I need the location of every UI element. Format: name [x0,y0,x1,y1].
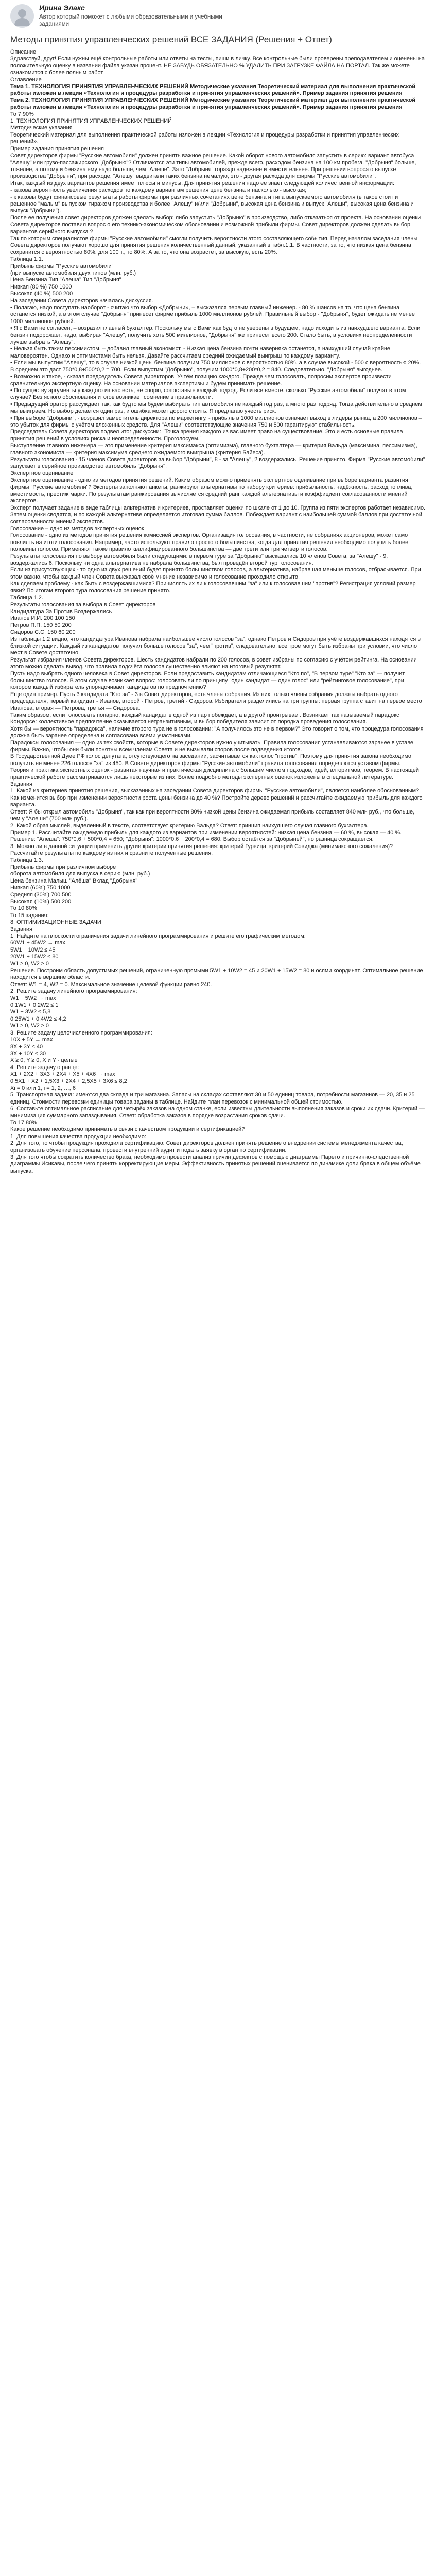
document-paragraph: Тема 1. ТЕХНОЛОГИЯ ПРИНЯТИЯ УПРАВЛЕНЧЕСКИХ РЕШЕНИЙ Методические указания Теоретический материал для выполнения практической работы изложен в лекции «Технология и процедуры разработки и принятия управленческих решений». Пример задания принятия решения [10,83,417,97]
document-paragraph: Xi = 0 или 1, i = 1, 2, …, 6 [10,1084,76,1091]
document-paragraph: Теория и практика экспертных оценок - развитая научная и практическая дисциплина с большим числом подходов, идей, алгоритмов, теорем. В настоящей практической работе рассматриваются лишь некоторые из них. Более подробно методы экспертных оценок изложены в специальной литературе. [10,767,421,781]
document-paragraph: X ≥ 0, Y ≥ 0, X и Y - целые [10,1057,78,1064]
document-paragraph: Высокая (40 %) 500 200 [10,291,73,297]
document-paragraph: То 10 80% [10,905,37,912]
document-paragraph: Хотя бы — вероятность "парадокса", наличие второго тура не в голосовании: "А получилось это не в первом?" Это говорит о том, что процедура голосования должна быть заранее определена и согласована всеми участниками. [10,725,425,739]
document-paragraph: 1. ТЕХНОЛОГИЯ ПРИНЯТИЯ УПРАВЛЕНЧЕСКИХ РЕШЕНИЙ [10,118,172,125]
document-paragraph: Здравствуй, друг! Если нужны ещё контрольные работы или ответы на тесты, пиши в личку. Все контрольные были проверены преподавателем и оценены на положительную оценку в названии файла указан процент. НЕ ЗАБУДЬ ОБЯЗАТЕЛЬНО % УДАЛИТЬ ПРИ ЗАГРУЗКЕ ФАЙЛА НА ПОРТАЛ. Так же можете ознакомится с более полным работ [10,56,426,76]
document-paragraph: Тема 2. ТЕХНОЛОГИЯ ПРИНЯТИЯ УПРАВЛЕНЧЕСКИХ РЕШЕНИЙ Методические указания Теоретический материал для выполнения практической работы изложен в лекции «Технология и процедуры разработки и принятия управленческих решений». Пример задания принятия решения [10,97,417,111]
document-paragraph: Петров П.П. 150 50 200 [10,622,72,629]
document-paragraph: W1 + 3W2 ≤ 5,8 [10,1009,51,1015]
document-paragraph: - какова вероятность увеличения расходов по каждому вариантам решения цене бензина и насколько - высокая; [10,187,307,194]
document-paragraph: Решение. Построим область допустимых решений, ограниченную прямыми 5W1 + 10W2 = 45 и 20W1 + 15W2 = 80 и осями координат. Оптимальное решение находится в вершине области. [10,968,425,981]
document-paragraph: Теоретический материал для выполнения практической работы изложен в лекции «Технология и процедуры разработки и принятия управленческих решений». [10,131,401,145]
document-paragraph: Иванов И.И. 200 100 150 [10,615,75,622]
document-paragraph: Какое решение необходимо принимать в связи с качеством продукции и сертификацией? [10,1126,245,1133]
document-paragraph: 5W1 + 10W2 ≤ 45 [10,946,56,953]
document-paragraph: Прибыль фирмы при различном выборе [10,863,116,870]
document-paragraph: Оглавление [10,76,42,83]
document-paragraph: 8. ОПТИМИЗАЦИОННЫЕ ЗАДАЧИ [10,919,101,926]
document-paragraph: • Если мы выпустим "Алешу", то в случае низкой цены бензина получим 750 миллионов с вероятностью 80%, а в случае высокой - 500 с вероятностью 20%. В среднем это даст 750*0,8+500*0,2 = 700. Если выпустим "Добрыню", получим 1000*0,8+200*0,2 = 840. Следовательно, "Добрыня" выгоднее. [10,360,423,373]
document-paragraph: 10X + 5Y → max [10,1037,53,1043]
document-paragraph: 2. Для того, то чтобы продукция проходила сертификацию: Совет директоров должен принять решение о внедрении системы менеджмента качества, организовать обучение персонала, провести внутренний аудит и подать заявку в орган по сертификации. [10,1140,405,1154]
document-paragraph: Высокая (10%) 500 200 [10,898,72,905]
document-paragraph: Выступление главного инженера — это применение критерия максимакса (оптимизма), главного бухгалтера — критерия Вальда (максимина, пессимизма), главного экономиста — критерия максимума среднего ожидаемого выигрыша (критерия Байеса). [10,443,419,456]
document-paragraph: • Предыдущий оратор рассуждает так, как будто мы будем выбирать тип автомобиля не каждый год раз, а много раз подряд. Тогда действительно в среднем мы выиграем. Но выбор делается один раз, и ошибка может дорого стоить. Я предлагаю учесть риск. [10,401,424,415]
document-paragraph: Пусть надо выбрать одного человека в Совет директоров. Если предоставить кандидатам отличающиеся "Кто по", "В первом туре" "Кто за" — получит большинство голосов. В этом случае возникает вопрос: голосовать ли по принципу "один кандидат — один голос" или "рейтинговое голосование", при котором каждый избиратель упорядочивает кандидатов по предпочтению? [10,670,407,691]
document-paragraph: 1. Для повышения качества продукции необходимо: [10,1133,146,1140]
document-paragraph: • Полагаю, надо поступать наоборот - считаю что выбор «Добрыни», – высказался первым главный инженер. - 80 % шансов на то, что цена бензина останется низкой, а в этом случае "Добрыня" принесет фирме прибыль 1000 миллионов рублей. Правильный выбор - "Добрыня", будет ожидать не менее 1000 миллионов рублей. [10,304,416,325]
document-paragraph: То 17 80% [10,1119,37,1126]
document-paragraph: Голосование - одно из методов принятия решения комиссией экспертов. Организация голосования, в частности, не собраниях акционеров, может само повлиять на итоги голосования. Например, часто используют правило простого большинства, когда для принятия решения необходимо получить более половины голосов. Применяют также правило квалифицированного большинства — две трети или три четверти голосов. [10,532,410,553]
document-paragraph: Цена бензина Малыш "Алёша" Вклад "Добрыня" [10,877,138,884]
document-paragraph: 0,25W1 + 0,4W2 ≤ 4,2 [10,1015,66,1022]
document-paragraph: Пример задания принятия решения [10,145,104,152]
document-paragraph: Экспертное оценивание - одно из методов принятия решений. Каким образом можно применять экспертное оценивание при выборе варианта развития фирмы "Русские автомобили"? Эксперты заполняют анкеты, ранжируют альтернативы по набору критериев: прибыльность, надёжность, расход топлива, вместимость, престиж марки. По результатам ранжирования вычисляется средний ранг каждой альтернативы и коэффициент согласованности мнений экспертов. [10,477,414,504]
document-paragraph: В Государственной Думе РФ голос депутата, отсутствующего на заседании, засчитывается как голос "против". Поэтому для принятия закона необходимо получить не менее 226 голосов "за" из 450. В Совете директоров фирмы "Русские автомобили" правила голосования определяются уставом фирмы. [10,753,413,767]
document-paragraph: 2. Какой образ мыслей, выделенный в тексте, соответствует критерию Вальда? Ответ: принцип наихудшего случая главного бухгалтера. [10,822,369,829]
document-paragraph: 60W1 + 45W2 → max [10,940,65,946]
document-paragraph: 3X + 10Y ≤ 30 [10,1050,46,1057]
document-paragraph: Низкая (60%) 750 1000 [10,885,71,891]
document-paragraph: На заседании Совета директоров началась дискуссия. [10,297,153,304]
document-paragraph: 8X + 3Y ≤ 40 [10,1043,43,1050]
document-paragraph: Задания [10,926,33,933]
document-paragraph: Итак, каждый из двух вариантов решения имеет плюсы и минусы. Для принятия решения надо ее знает следующей количественной информации: [10,180,395,187]
document-paragraph: Цена Бензина Тип "Алеша" Тип "Добрыня" [10,277,121,283]
document-paragraph: Если из присутствующих - то одно из двух решений будет принято большинством голосов, а альтернатива, набравшая меньше голосов, отбрасывается. При этом важно, чтобы каждый член Совета высказал своё мнение независимо и голосование проходило открыто. [10,567,423,580]
document-paragraph: 20W1 + 15W2 ≤ 80 [10,954,59,960]
document-paragraph: • Я с Вами не согласен, – возразил главный бухгалтер. Поскольку мы с Вами как будто не уверены в будущем, надо исходить из наихудшего варианта. Если бензин подорожает, надо, выбирая "Алешу", получить хоть 500 миллионов, "Добрыня" же принесет всего 200. Стало быть, в условиях неопределенности лучше выбрать "Алешу". [10,325,422,346]
author-block [10,3,426,28]
document-paragraph: Экспертное оценивание [10,470,74,477]
document-paragraph: W1 ≥ 0, W2 ≥ 0 [10,960,49,967]
document-paragraph: Совет директоров фирмы "Русские автомобили" должен принять важное решение. Какой оборот нового автомобиля запустить в серию: вариант автобуса "Алешу" или грузо-пассажирского "Добрыню"? Отличаются эти типы автомобилей, прежде всего, расходом бензина на 100 км пробега. "Добрыня" больше, тяжелее, а потому и бензина ему надо больше, чем "Алеше". Зато "Добрыня" гораздо надежнее и вместительнее. При решении вопроса о выпуске производства "Добрыни", при расходе, "Алешу" выдвигали таких бензина немалую, это - другая расхода для фирмы "Русские автомобили". [10,152,418,180]
document-paragraph: Прибыль фирмы "Русские автомобили" [10,263,114,269]
document-paragraph: • По существу аргументы у каждого из вас есть, не спорю, сопоставьте каждый подход. Если все вместе, сколько "Русские автомобили" получат в этом случае? Без ясного обоснования итогов возникает сомнение в правильности. [10,387,408,401]
document-paragraph: 3. Решите задачу целочисленного программирования: [10,1029,152,1036]
document-paragraph: Результаты голосования по выбору автомобиля были следующими: в первом туре за "Добрыню" высказались 10 членов Совета, за "Алешу" - 9, воздержались 6. Поскольку ни одна альтернатива не набрала большинства, был проведён второй тур голосования. [10,553,390,567]
document-paragraph: Результат избрания членов Совета директоров. Шесть кандидатов набрали по 200 голосов, в совет избраны по согласию с учётом рейтинга. На основании этого можно сделать вывод, что правила подсчёта голосов существенно влияют на итоговый результат. [10,656,418,670]
document-paragraph: 5. Транспортная задача: имеются два склада и три магазина. Запасы на складах составляют 30 и 50 единиц товара, потребности магазинов — 20, 35 и 25 единиц. Стоимости перевозки единицы товара заданы в таблице. Найдите план перевозок с минимальной общей стоимостью. [10,1092,416,1105]
document-paragraph: W1 + 5W2 → max [10,995,56,1002]
document-paragraph: 3. Для того чтобы сократить количество брака, необходимо провести анализ причин дефектов с помощью диаграммы Парето и причинно-следственной диаграммы Исикавы, после чего принять корректирующие меры. Эффективность принятых решений оценивается по динамике доли брака в общем объёме выпуска. [10,1154,422,1174]
document-paragraph: Низкая (80 %) 750 1000 [10,283,72,290]
document-title: Методы принятия управленческих решений ВСЕ ЗАДАНИЯ (Решения + Ответ) [10,35,332,44]
document-paragraph: • Возможно и такое, - сказал председатель Совета директоров. Учтём позицию каждого. Прежде чем голосовать, попросим экспертов произвести сравнительную экспертную оценку. На основании материалов экспертизы и будем принимать решение. [10,374,393,387]
document-paragraph: Ответ: Я бы открыл автомобиль "Добрыня", так как при вероятности 80% низкой цены бензина ожидаемая прибыль составляет 840 млн руб., что больше, чем у "Алеши" (700 млн руб.). [10,808,416,822]
document-paragraph: После ее получения совет директоров должен сделать выбор: либо запустить "Добрыню" в производство, либо отказаться от проекта. На основании оценки Совета директоров поставил вопрос о его технико-экономическом обосновании и возможной прибыли фирмы. Совет директоров должен сделать выбор вариантов серийного выпуска ? [10,214,423,235]
document-paragraph: Так по которым специалистов фирмы "Русские автомобили" смогли получить вероятности этого составляющего события. Перед началом заседания члены Совета директоров получают хорошо для принятия решения количественный данный, указанный в табл.1.1. В частности, за то, что низкая цена бензина сохранится с вероятностью 80%, для 100 т., то 80%. А за то, что она возрастет, за высокую, есть 20%. [10,235,420,256]
document-paragraph: Таблица 1.2. [10,595,43,601]
document-paragraph: 2. Решите задачу линейного программирования: [10,988,137,995]
user-silhouette-icon[interactable] [10,4,34,28]
document-paragraph: Средняя (30%) 700 500 [10,891,72,898]
document-paragraph: • Нельзя быть таким пессимистом, – добавил главный экономист. - Низкая цена бензина почти наверняка останется, а наихудший случай крайне маловероятен. Однако и оптимистами быть нельзя. Давайте рассчитаем средний ожидаемый выигрыш по каждому варианту. [10,346,392,359]
document-paragraph: Председатель Совета директоров подвел итог дискуссии: "Точка зрения каждого из вас имеет право на существование. Это и есть основные правила принятия решений в условиях риска и неопределённости. Проголосуем." [10,429,405,442]
document-paragraph: То 15 задания: [10,912,49,919]
author-tagline: Автор который поможет с любыми образовательными и учебными заданиями [39,14,222,27]
document-paragraph: Результаты голосования - 15 членов Совета директоров за выбор "Добрыни", 8 - за "Алешу", 2 воздержались. Решение принято. Фирма "Русские автомобили" запускает в серийное производство автомобиль "Добрыня". [10,456,427,470]
document-paragraph: 1. Какой из критериев принятия решения, высказанных на заседании Совета директоров фирмы "Русские автомобили", является наиболее обоснованным? Как изменится выбор при изменении вероятности роста цены бензина до 40 %? Постройте дерево решений и рассчитайте ожидаемую прибыль для каждого варианта. [10,788,424,808]
document-paragraph: • При выборе "Добрыни", - возразил заместитель директора по маркетингу, - прибыль в 1000 миллионов означает выход в лидеры рынка, а 200 миллионов – это убыток для фирмы с учётом вложенных средств. Для "Алеши" соответствующие значения 750 и 500 гарантируют стабильность. [10,415,424,428]
document-paragraph: Таблица 1.1. [10,256,43,263]
document-paragraph: Как сделаем проблему - как быть с воздержавшимися? Причислять их ли к голосовавшим "за" или к голосовавшим "против"? Регистрация условий размер явки? По итогам второго тура голосования решение принято. [10,581,417,594]
document-paragraph: Еще один пример. Пусть 3 кандидата "Кто за" - 3 в Совет директоров, есть члены собрания. Из них только члены собрания должны выбрать одного председателя, первый кандидат - Иванов, второй - Петров, третий - Сидоров. Избиратели разделились на три группы: первая группа ставит на первое место Иванова, вторая — Петрова, третья — Сидорова. [10,691,424,711]
author-info [39,3,224,28]
document-paragraph: Таблица 1.3. [10,857,43,863]
document-paragraph: 4. Решите задачу о ранце: [10,1064,79,1071]
document-paragraph: Из таблицы 1.2 видно, что кандидатура Иванова набрала наибольшее число голосов "за", однако Петров и Сидоров при учёте воздержавшихся находятся в близкой ситуации. Каждый из кандидатов получил больше голосов "за", чем "против", следовательно, все трое могут быть избраны при условии, что число мест в Совете достаточно. [10,636,423,656]
document-paragraph: 1. Найдите на плоскости ограничения задачи линейного программирования и решите его графическим методом: [10,933,306,939]
document-paragraph: Задания [10,781,33,788]
document-paragraph: Эксперт получает задание в виде таблицы альтернатив и критериев, проставляет оценки по шкале от 1 до 10. Группа из пяти экспертов работает независимо. Затем оценки сводятся, и по каждой альтернативе определяется итоговая сумма баллов. Побеждает вариант с наибольшей суммой баллов при достаточной согласованности мнений экспертов. [10,504,427,525]
document-paragraph: Пример 1. Рассчитайте ожидаемую прибыль для каждого из вариантов при изменении вероятностей: низкая цена бензина — 60 %, высокая — 40 %. Решение: "Алеша": 750*0,6 + 500*0,4 = 650; "Добрыня": 1000*0,6 + 200*0,4 = 680. Выбор остаётся за "Добрыней", но разница сокращается. [10,829,404,843]
document-paragraph: оборота автомобиля для выпуска в серию (млн. руб.) [10,871,150,877]
author-name[interactable]: Ирина Элакс [39,4,85,12]
document-paragraph: W1 ≥ 0, W2 ≥ 0 [10,1023,49,1029]
document-paragraph: Описание [10,49,37,55]
document-paragraph: Ответ: W1 = 4, W2 = 0. Максимальное значение целевой функции равно 240. [10,981,212,988]
document-paragraph: Методические указания [10,125,73,131]
document-page [0,0,436,1187]
document-paragraph: Сидоров С.С. 150 60 200 [10,629,76,636]
document-paragraph: 0,1W1 + 0,2W2 ≤ 1 [10,1002,59,1009]
document-paragraph: Парадоксы голосования — одно из тех свойств, которые в Совете директоров нужно учитывать. Правила голосования устанавливаются заранее в уставе фирмы. Важно, чтобы они были понятны всем членам Совета и не вызывали споров после подведения итогов. [10,739,415,753]
document-paragraph: 6. Составьте оптимальное расписание для четырёх заказов на одном станке, если известны длительности выполнения заказов и сроки их сдачи. Критерий — минимизация суммарного запаздывания. Ответ: обработка заказов в порядке возрастания сроков сдачи. [10,1106,426,1119]
document-content [10,49,426,1175]
document-paragraph: X1 + 2X2 + 3X3 + 2X4 + X5 + 4X6 → max [10,1071,115,1078]
document-paragraph: То 7 90% [10,111,34,117]
document-paragraph: Голосование – одно из методов экспертных оценок [10,526,144,532]
document-paragraph: Таким образом, если голосовать попарно, каждый кандидат в одной из пар побеждает, а в другой проигрывает. Возникает так называемый парадокс Кондорсе: коллективное предпочтение оказывается нетранзитивным, и выбор победителя зависит от порядка проведения голосования. [10,712,401,725]
document-paragraph: Результаты голосования за выбора в Совет директоров [10,601,156,608]
document-paragraph: (при выпуске автомобиля двух типов (млн. руб.) [10,270,136,276]
document-paragraph: 3. Можно ли в данной ситуации применить другие критерии принятия решения: критерий Гурвица, критерий Сэвиджа (минимаксного сожаления)? Рассчитайте результаты по каждому из них и сравните полученные решения. [10,843,395,857]
document-paragraph: - к каковы будут финансовые результаты работы фирмы при различных сочетаниях цене бензина и типа выпускаемого автомобиля (в такое стоит и решенное "малым" выпуском тиражом производства и более "Алешу" и/или "Добрыни", высокая цена бензина и выпуск "Алеши", высокая цена бензина и выпуск "Добрыни"). [10,194,415,214]
document-paragraph: 0,5X1 + X2 + 1,5X3 + 2X4 + 2,5X5 + 3X6 ≤ 8,2 [10,1078,127,1084]
document-paragraph: Кандидатура За Против Воздержались [10,608,112,615]
